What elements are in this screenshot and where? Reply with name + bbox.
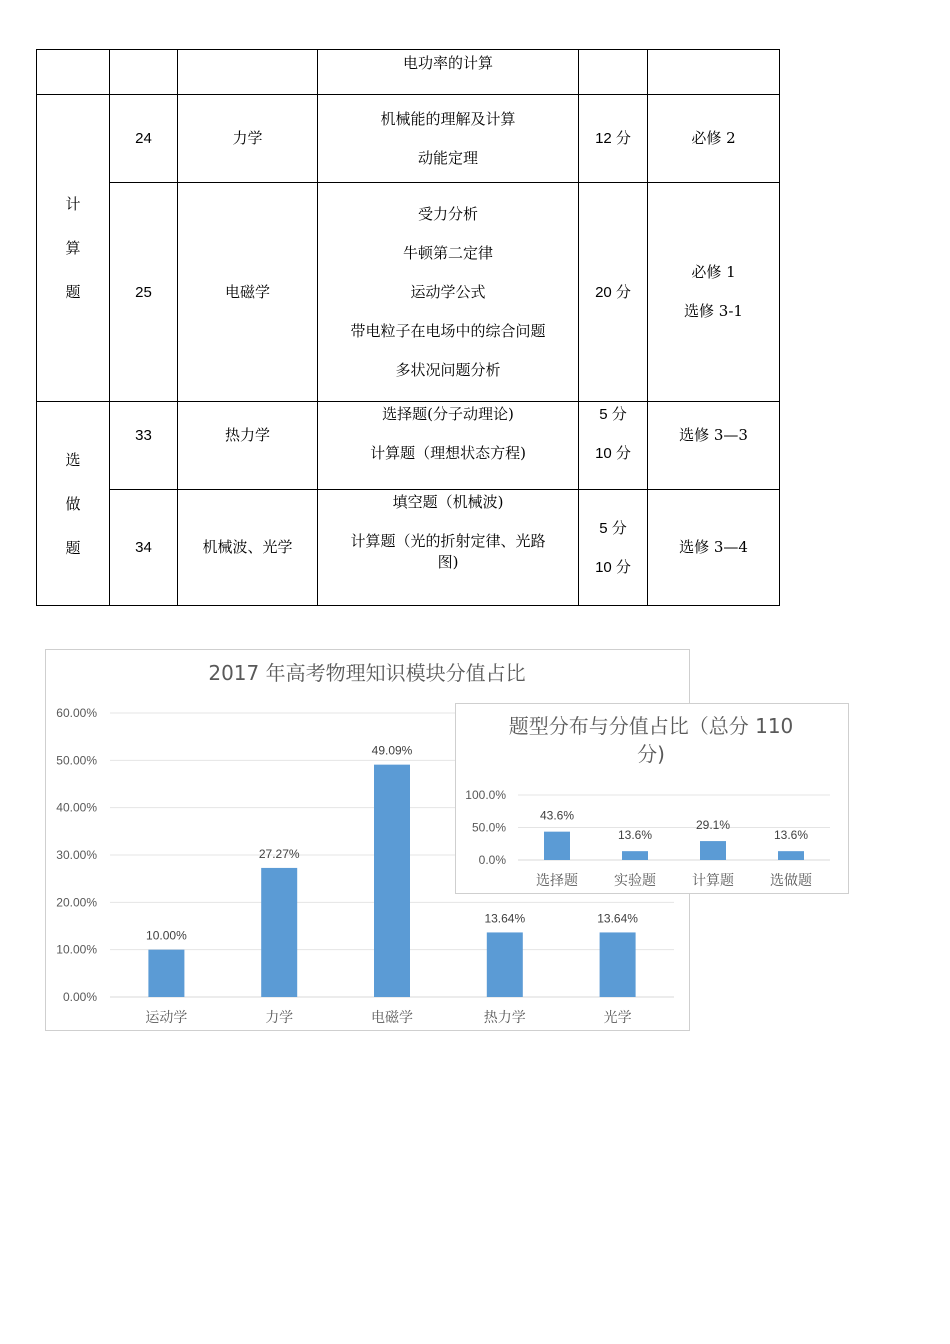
category-label: 选做题 — [770, 873, 812, 889]
module-line: 选修 3-1 — [684, 302, 743, 320]
empty-cell — [110, 50, 178, 95]
empty-cell — [579, 50, 648, 95]
table-row — [37, 490, 780, 606]
category-char: 做 — [65, 494, 81, 513]
data-label: 10.00% — [146, 928, 187, 943]
question-type-chart — [455, 703, 849, 894]
category-cell — [37, 95, 110, 402]
category-label: 电磁学 — [371, 1010, 413, 1026]
knowledge-line: 运动学公式 — [410, 282, 486, 301]
question-number: 33 — [110, 402, 178, 490]
data-label: 43.6% — [539, 808, 575, 823]
y-tick-label: 50.00% — [56, 753, 97, 768]
table-row — [37, 95, 780, 183]
module-line: 选修 3—4 — [679, 538, 748, 556]
y-tick-label: 50.0% — [471, 820, 506, 835]
bar — [778, 851, 804, 860]
data-label: 13.64% — [484, 911, 526, 926]
module-line: 选修 3—3 — [679, 426, 748, 444]
knowledge-cell — [318, 490, 579, 606]
category-label: 热力学 — [483, 1010, 526, 1026]
empty-cell — [648, 50, 780, 95]
score-line: 5 分 — [599, 406, 627, 423]
y-tick-label: 0.00% — [62, 990, 97, 1004]
score-cell — [579, 402, 648, 490]
score-cell — [579, 490, 648, 606]
category-char: 题 — [65, 283, 81, 301]
module-cell — [648, 95, 780, 183]
data-label: 13.6% — [773, 828, 809, 843]
chart-title: 2017 年高考物理知识模块分值占比 — [208, 661, 526, 685]
knowledge-cell — [318, 95, 579, 183]
category-char: 计 — [65, 195, 81, 213]
y-tick-label: 100.0% — [465, 788, 506, 802]
category-label: 计算题 — [692, 873, 734, 889]
y-tick-label: 10.00% — [56, 942, 97, 957]
knowledge-line: 动能定理 — [417, 148, 478, 167]
y-tick-label: 40.00% — [56, 800, 97, 815]
topic-cell: 电磁学 — [178, 183, 318, 402]
score-cell — [579, 183, 648, 402]
category-label: 选择题 — [536, 873, 578, 889]
y-tick-label: 0.0% — [478, 853, 506, 867]
module-line: 必修 1 — [691, 263, 736, 281]
knowledge-cell — [318, 402, 579, 490]
data-label: 13.6% — [617, 828, 653, 843]
score-line: 10 分 — [595, 445, 631, 462]
bar — [374, 765, 410, 997]
category-label: 实验题 — [614, 873, 656, 889]
knowledge-line: 带电粒子在电场中的综合问题 — [350, 321, 546, 340]
knowledge-line: 计算题（光的折射定律、光路 — [350, 532, 546, 550]
bar — [622, 851, 648, 860]
chart-title: 题型分布与分值占比（总分 110 — [508, 714, 794, 738]
y-tick-label: 20.00% — [56, 895, 97, 910]
category-char: 算 — [65, 239, 81, 257]
bar — [544, 832, 570, 860]
score-line: 12 分 — [595, 130, 631, 147]
topic-cell: 机械波、光学 — [178, 490, 318, 606]
exam-table — [36, 49, 780, 606]
bar — [600, 932, 636, 997]
data-label: 13.64% — [597, 911, 638, 926]
knowledge-line: 机械能的理解及计算 — [380, 109, 516, 128]
y-tick-label: 60.00% — [56, 706, 97, 720]
empty-cell — [178, 50, 318, 95]
question-number: 24 — [110, 95, 178, 183]
question-number: 25 — [110, 183, 178, 402]
category-label: 运动学 — [145, 1010, 188, 1026]
score-line: 5 分 — [599, 519, 627, 537]
score-line: 10 分 — [595, 558, 631, 576]
knowledge-line: 填空题（机械波) — [392, 493, 504, 511]
knowledge-line: 选择题(分子动理论) — [382, 405, 514, 423]
knowledge-line: 电功率的计算 — [402, 54, 493, 72]
module-cell — [648, 183, 780, 402]
category-cell — [37, 402, 110, 606]
bar — [261, 868, 297, 997]
empty-cell — [37, 50, 110, 95]
chart-title: 分) — [637, 742, 665, 766]
knowledge-line: 多状况问题分析 — [395, 360, 501, 379]
module-line: 必修 2 — [691, 129, 736, 147]
category-label: 光学 — [603, 1010, 632, 1026]
bar — [700, 841, 726, 860]
module-cell — [648, 402, 780, 490]
category-char: 选 — [65, 450, 81, 469]
question-type-chart-svg — [456, 704, 848, 893]
knowledge-cell — [318, 50, 579, 95]
table-row — [37, 402, 780, 490]
score-line: 20 分 — [595, 283, 631, 301]
knowledge-line: 受力分析 — [417, 204, 478, 223]
data-label: 27.27% — [258, 846, 300, 861]
knowledge-line: 计算题（理想状态方程) — [370, 444, 526, 462]
y-tick-label: 30.00% — [56, 848, 97, 862]
topic-cell: 力学 — [178, 95, 318, 183]
table-row — [37, 183, 780, 402]
knowledge-cell — [318, 183, 579, 402]
bar — [487, 932, 523, 997]
knowledge-line: 牛顿第二定律 — [402, 243, 493, 262]
table-row — [37, 50, 780, 95]
category-char: 题 — [65, 538, 81, 557]
topic-cell: 热力学 — [178, 402, 318, 490]
question-number: 34 — [110, 490, 178, 606]
data-label: 29.1% — [695, 818, 731, 833]
bar — [148, 950, 184, 997]
data-label: 49.09% — [371, 743, 413, 758]
category-label: 力学 — [265, 1010, 294, 1026]
knowledge-line: 图) — [437, 553, 459, 571]
module-cell — [648, 490, 780, 606]
score-cell — [579, 95, 648, 183]
